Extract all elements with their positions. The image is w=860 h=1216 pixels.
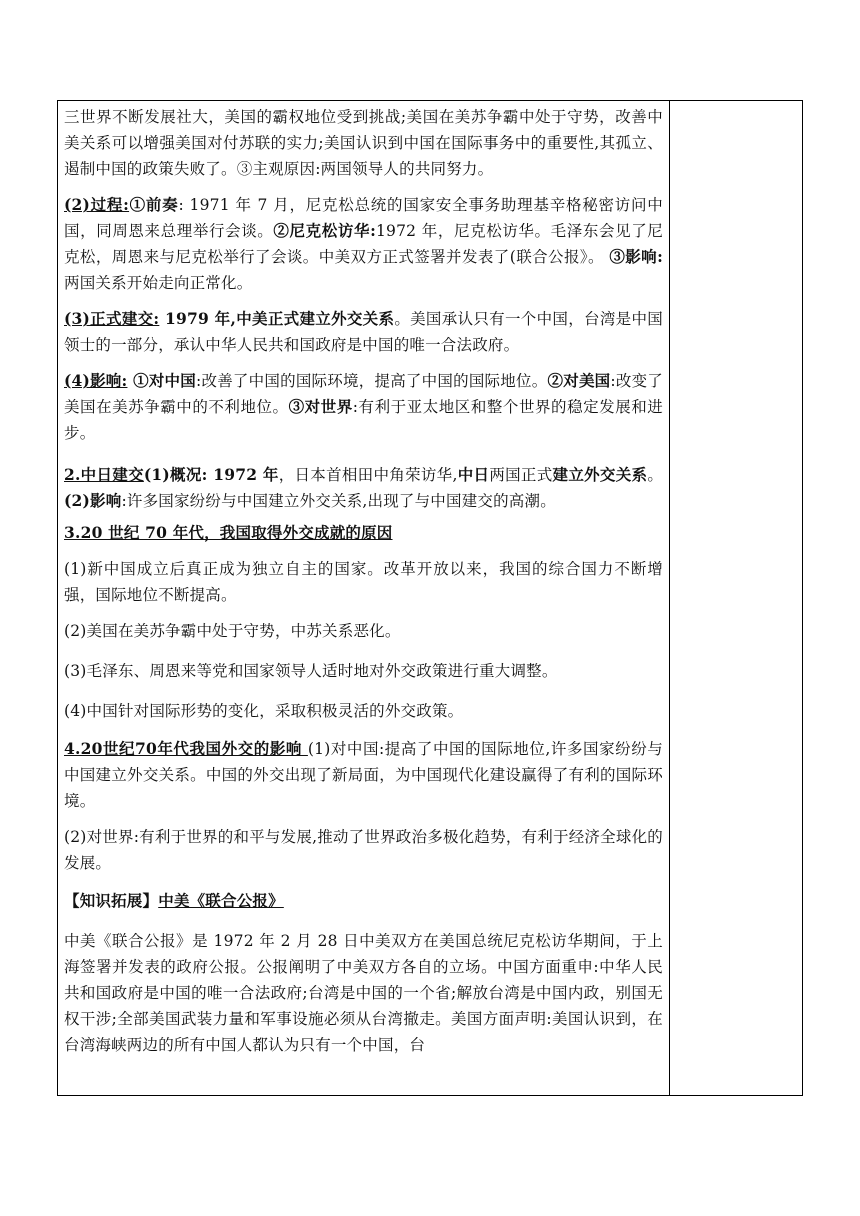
- knowledge-expansion-title: 中美《联合公报》: [158, 891, 284, 910]
- content-table: [57, 100, 803, 1096]
- china-japan-bold-2: 建立外交关系: [552, 465, 648, 484]
- china-japan-text-1: ，日本首相田中角荣访华,: [278, 466, 458, 484]
- paragraph-causes-continued: 三世界不断发展社大，美国的霸权地位受到挑战;美国在美苏争霸中处于守势，改善中美关系可以增强美国对付苏联的实力;美国认识到中国在国际事务中的重要性,其孤立、遏制中国的政策失败了。③主观原因:两国领导人的共同努力。: [64, 108, 663, 178]
- process-impact-text: 两国关系开始走向正常化。: [64, 274, 253, 292]
- china-japan-year: : 1972 年: [201, 465, 279, 484]
- paragraph-process: [64, 192, 663, 296]
- nixon-visit-label: ②尼克松访华:: [273, 221, 376, 240]
- china-japan-label: 2.中日建交: [64, 465, 144, 484]
- china-japan-impact-label: (2)影响: [64, 491, 122, 510]
- main-column: [58, 101, 670, 1095]
- 70s-impact-label: 4.20世纪70年代我国外交的影响: [64, 739, 308, 758]
- impact-china-label: ①对中国: [127, 371, 197, 390]
- reason-3: (3)毛泽东、周恩来等党和国家领导人适时地对外交政策进行重大调整。: [64, 662, 558, 680]
- reason-1: (1)新中国成立后真正成为独立自主的国家。改革开放以来，我国的综合国力不断增强，国际地位不断提高。: [64, 560, 663, 604]
- china-japan-text-3: 。: [647, 466, 664, 484]
- paragraph-impact: [64, 368, 663, 446]
- knowledge-expansion-heading: [64, 888, 663, 914]
- china-japan-impact-text: :许多国家纷纷与中国建立外交关系,出现了与中国建交的高潮。: [121, 492, 556, 510]
- impact-world-label: ③对世界: [288, 397, 353, 416]
- impact-us-text: :改变了美国在美苏争霸中的不利地位。: [64, 372, 664, 416]
- 70s-impact-text: (1)对中国:提高了中国的国际地位,许多国家纷纷与中国建立外交关系。中国的外交出现了新局面，为中国现代化建设赢得了有利的国际环境。: [64, 740, 663, 810]
- formal-relations-label: (3)正式建交:: [64, 309, 160, 328]
- reason-2: (2)美国在美苏争霸中处于守势，中苏关系恶化。: [64, 622, 401, 640]
- impact-us-label: ②对美国: [547, 371, 611, 390]
- process-impact-label: ③影响:: [609, 247, 663, 266]
- prelude-text: : 1971 年 7 月，尼克松总统的国家安全事务助理基辛格秘密访问中国，同周恩来总理举行会谈。: [64, 196, 663, 240]
- paragraph-china-japan: [64, 462, 663, 514]
- formal-relations-bold: 1979 年,中美正式建立外交关系: [159, 309, 395, 328]
- reason-4: (4)中国针对国际形势的变化，采取积极灵活的外交政策。: [64, 702, 464, 720]
- impact-label: (4)影响:: [64, 371, 128, 390]
- knowledge-expansion-label: 【知识拓展】: [64, 891, 159, 910]
- china-japan-overview-label: (1)概况: [143, 465, 202, 484]
- prelude-label: ①前奏: [129, 195, 179, 214]
- impact-world-text: :有利于亚太地区和整个世界的稳定发展和进步。: [64, 398, 663, 442]
- paragraph-communique: 中美《联合公报》是 1972 年 2 月 28 日中美双方在美国总统尼克松访华期间，于上海签署并发表的政府公报。公报阐明了中美双方各自的立场。中国方面重申:中华人民共和国政府是中国的唯一合法政府;台湾是中国的一个省;解放台湾是中国内政，别国无权干涉;全部美国武装力量和军事设施必须从台湾撤走。美国方面声明:美国认识到，在台湾海峡两边的所有中国人都认为只有一个中国，台: [64, 932, 663, 1054]
- side-column: [670, 101, 802, 1095]
- heading-reasons: 3.20 世纪 70 年代，我国取得外交成就的原因: [64, 523, 393, 542]
- paragraph-world-impact: (2)对世界:有利于世界的和平与发展,推动了世界政治多极化趋势，有利于经济全球化的发展。: [64, 828, 663, 872]
- china-japan-bold: 中日: [457, 465, 490, 484]
- paragraph-70s-impact: [64, 736, 663, 814]
- china-japan-text-2: 两国正式: [489, 466, 553, 484]
- process-label: (2)过程:: [64, 195, 130, 214]
- paragraph-formal-relations: [64, 306, 663, 358]
- nixon-visit-text: 1972 年，尼克松访华。毛泽东会见了尼克松，周恩来与尼克松举行了会谈。中美双方正式签署并发表了(联合公报》。: [64, 222, 664, 266]
- formal-relations-text: 。美国承认只有一个中国，台湾是中国领士的一部分，承认中华人民共和国政府是中国的唯一合法政府。: [64, 310, 663, 354]
- impact-china-text: :改善了中国的国际环境，提高了中国的国际地位。: [196, 372, 548, 390]
